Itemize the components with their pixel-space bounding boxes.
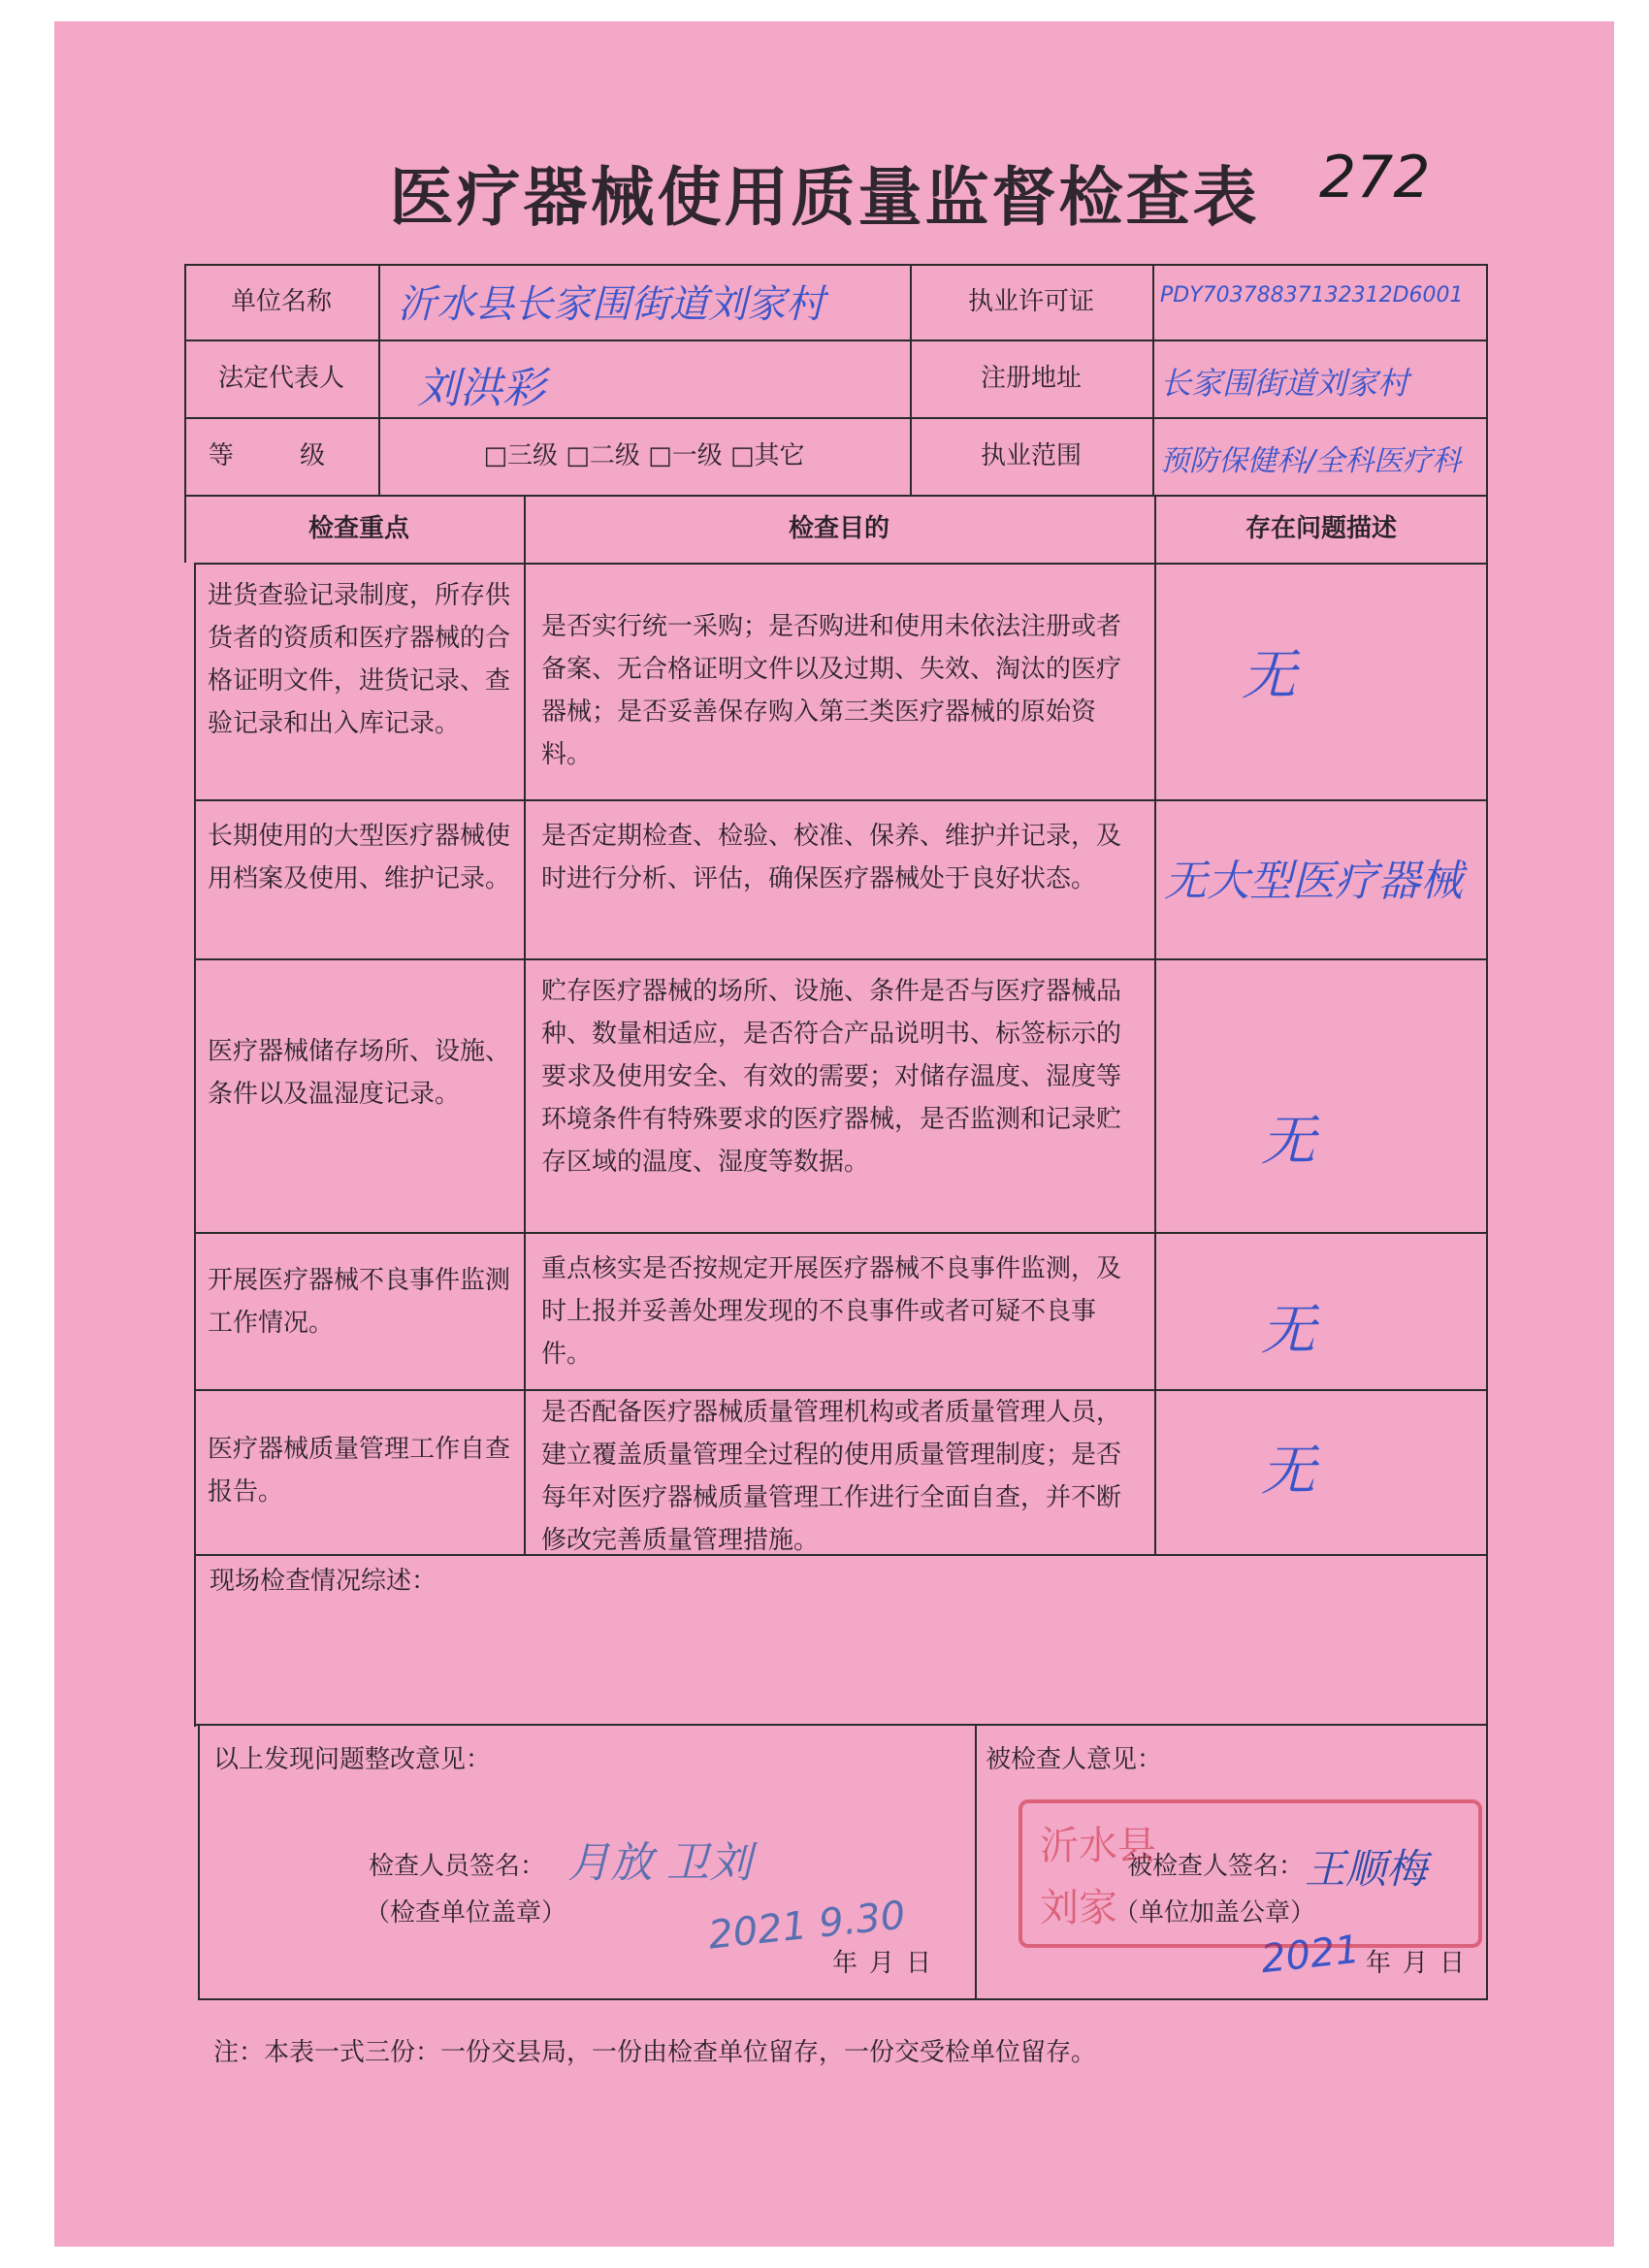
inspected-label: 被检查人意见： [986,1745,1163,1774]
table-line [194,1724,1488,1726]
address-value: 长家围街道刘家村 [1160,365,1409,402]
inspector-signature: 月放 卫刘 [567,1838,752,1888]
table-row-focus: 进货查验记录制度，所存供货者的资质和医疗器械的合格证明文件，进货记录、查验记录和出入库记录。 [208,581,511,738]
table-border-left [194,563,196,1727]
table-line [194,1232,1488,1234]
license-label: 执业许可证 [967,287,1094,316]
table-line [524,495,526,1556]
table-border-bottom [198,1998,1488,2000]
inspected-date-handwritten: 2021 [1258,1927,1362,1983]
table-row-purpose: 重点核实是否按规定开展医疗器械不良事件监测，及时上报并妥善处理发现的不良事件或者可疑不良事件。 [541,1254,1122,1369]
legal-rep-label: 法定代表人 [217,364,344,393]
scope-label: 执业范围 [980,441,1082,470]
table-line [194,958,1488,960]
inspector-seal-label: （检查单位盖章） [365,1898,567,1928]
table-row-focus: 医疗器械储存场所、设施、条件以及温湿度记录。 [208,1037,511,1109]
stamp-text: 沂水县 [1040,1824,1156,1868]
table-row-purpose: 贮存医疗器械的场所、设施、条件是否与医疗器械品种、数量相适应，是否符合产品说明书、标签标示的要求及使用安全、有效的需要；对储存温度、湿度等环境条件有特殊要求的医疗器械，是否监测和记录贮存区域的温度、湿度等数据。 [541,977,1122,1177]
footnote: 注：本表一式三份：一份交县局，一份由检查单位留存，一份交受检单位留存。 [213,2038,1097,2067]
table-line [1152,264,1154,495]
table-row-issue: 无 [1242,644,1296,707]
legal-rep-value: 刘洪彩 [417,364,545,413]
unit-name-label: 单位名称 [230,287,332,316]
table-line [194,563,1488,565]
table-row-purpose: 是否配备医疗器械质量管理机构或者质量管理人员，建立覆盖质量管理全过程的使用质量管理制度；是否每年对医疗器械质量管理工作进行全面自查，并不断修改完善质量管理措施。 [541,1398,1122,1555]
grade-options[interactable]: □三级 □二级 □一级 □其它 [483,441,805,470]
table-row-focus: 开展医疗器械不良事件监测工作情况。 [208,1266,511,1338]
inspector-sign-label: 检查人员签名： [369,1852,546,1881]
inspected-seal-label: （单位加盖公章） [1114,1898,1316,1928]
grade-label: 等 级 [208,441,355,470]
table-line [975,1724,977,2000]
stamp-text: 刘家 [1040,1886,1117,1930]
inspected-date-label: 年月日 [1366,1949,1477,1978]
table-row-focus: 长期使用的大型医疗器械使用档案及使用、维护记录。 [208,822,511,893]
table-row-purpose: 是否实行统一采购；是否购进和使用未依法注册或者备案、无合格证明文件以及过期、失效、淘汰的医疗器械；是否妥善保存购入第三类医疗器械的原始资料。 [541,612,1122,769]
inspector-date-handwritten: 2021 9.30 [706,1893,908,1959]
address-label: 注册地址 [980,364,1082,393]
unit-name-value: 沂水县长家围街道刘家村 [398,282,824,327]
header-issue: 存在问题描述 [1245,514,1397,543]
inspector-date-label: 年月日 [832,1949,944,1978]
inspected-signature: 王顺梅 [1305,1845,1428,1893]
header-purpose: 检查目的 [788,514,889,543]
scope-value: 预防保健科/全科医疗科 [1160,444,1462,478]
table-row-issue: 无大型医疗器械 [1164,857,1463,906]
header-focus: 检查重点 [307,514,409,543]
summary-label: 现场检查情况综述： [210,1567,437,1596]
rectify-label: 以上发现问题整改意见： [213,1745,492,1774]
inspected-sign-label: 被检查人签名： [1127,1852,1305,1881]
handwritten-page-number: 272 [1319,144,1431,211]
table-line [1154,495,1156,1556]
official-seal-stamp [1018,1799,1482,1948]
table-line [194,799,1488,801]
table-row-purpose: 是否定期检查、检验、校准、保养、维护并记录，及时进行分析、评估，确保医疗器械处于良好状态。 [541,822,1122,893]
form-title: 医疗器械使用质量监督检查表 [389,159,1260,235]
inspection-table [184,264,1488,2000]
table-row-issue: 无 [1261,1110,1315,1173]
table-border-left [198,1724,200,2000]
table-row-issue: 无 [1261,1299,1315,1362]
license-value: PDY70378837132312D6001 [1160,283,1464,308]
table-row-issue: 无 [1261,1440,1315,1503]
table-row-focus: 医疗器械质量管理工作自查报告。 [208,1435,511,1507]
